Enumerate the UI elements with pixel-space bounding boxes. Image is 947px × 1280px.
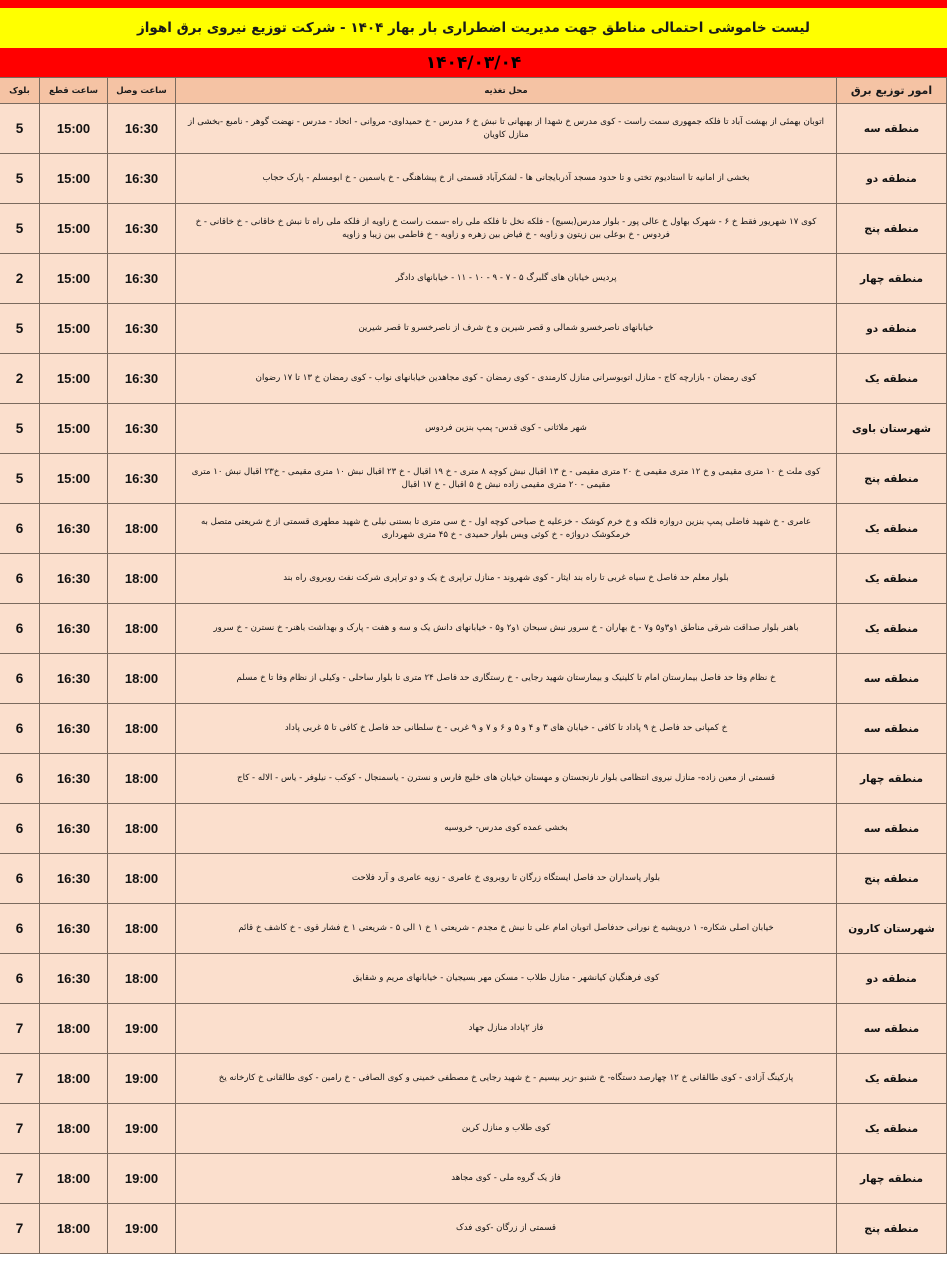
cell-region: منطقه دو xyxy=(837,304,947,354)
cell-on-time: 16:30 xyxy=(108,454,176,504)
cell-block: 6 xyxy=(0,554,40,604)
cell-area: خ نظام وفا حد فاصل بیمارستان امام تا کلینیک و بیمارستان شهید رجایی - خ رستگاری حد فاصل ۲۴ متری تا بلوار ساحلی - وکیلی از نظام وفا تا خ مسلم xyxy=(176,654,837,704)
table-header xyxy=(0,78,947,104)
date-bar xyxy=(0,48,947,77)
cell-block: 5 xyxy=(0,404,40,454)
cell-area: کوی طلاب و منازل کرین xyxy=(176,1104,837,1154)
cell-area: خ کمپانی حد فاصل خ ۹ پاداد تا کافی - خیابان های ۳ و ۴ و ۵ و ۶ و ۷ و ۹ غربی - خ سلطانی حد فاصل خ کافی تا ۵ غربی پاداد xyxy=(176,704,837,754)
cell-block: 5 xyxy=(0,104,40,154)
column-header-region: امور توزیع برق xyxy=(837,78,947,104)
table-row xyxy=(0,654,947,704)
cell-area: پارکینگ آزادی - کوی طالقانی خ ۱۲ چهارصد دستگاه- خ شنبو -زیر بیسیم - خ شهید رجایی خ مصطفی خمینی و کوی الصافی - خ رامین - کوی طالقانی خ کارخانه یخ xyxy=(176,1054,837,1104)
cell-region: منطقه یک xyxy=(837,1104,947,1154)
cell-region: منطقه سه xyxy=(837,804,947,854)
cell-area: بلوار معلم حد فاصل خ سیاه غربی تا راه بند ایثار - کوی شهروند - منازل تراپری خ یک و دو تراپری شرکت نفت روبروی راه بند xyxy=(176,554,837,604)
cell-area: فاز ۲پاداد منازل جهاد xyxy=(176,1004,837,1054)
cell-on-time: 19:00 xyxy=(108,1104,176,1154)
table-row xyxy=(0,804,947,854)
cell-off-time: 16:30 xyxy=(40,854,108,904)
cell-region: شهرستان باوی xyxy=(837,404,947,454)
cell-off-time: 16:30 xyxy=(40,804,108,854)
cell-on-time: 18:00 xyxy=(108,704,176,754)
cell-area: قسمتی از معین زاده- منازل نیروی انتظامی بلوار نارنجستان و مهستان خیابان های خلیج فارس و نسترن - یاسمنجال - کوکب - نیلوفر - یاس - الاله - کاج xyxy=(176,754,837,804)
outage-table xyxy=(0,77,947,1254)
cell-off-time: 18:00 xyxy=(40,1204,108,1254)
cell-off-time: 18:00 xyxy=(40,1104,108,1154)
cell-region: منطقه دو xyxy=(837,154,947,204)
cell-on-time: 18:00 xyxy=(108,604,176,654)
cell-off-time: 16:30 xyxy=(40,504,108,554)
column-header-area: محل تغذیه xyxy=(176,78,837,104)
cell-on-time: 18:00 xyxy=(108,904,176,954)
cell-on-time: 16:30 xyxy=(108,354,176,404)
cell-area: کوی فرهنگیان کیانشهر - منازل طلاب - مسکن مهر بسیجیان - خیابانهای مریم و شقایق xyxy=(176,954,837,1004)
cell-block: 7 xyxy=(0,1154,40,1204)
cell-off-time: 18:00 xyxy=(40,1054,108,1104)
cell-area: پردیس خیابان های گلبرگ ۵ - ۷ - ۹ - ۱۰ - ۱۱ - خیابانهای دادگر xyxy=(176,254,837,304)
table-row xyxy=(0,354,947,404)
cell-area: عامری - خ شهید فاضلی پمپ بنزین دروازه فلکه و خ خرم کوشک - خزعلیه خ صباحی کوچه اول - خ سی متری تا بستنی نیلی خ شهید مطهری قسمتی از خ شریعتی متصل به خرمکوشک درواژه - خ کوثی ویس بلوار حمیدی - خ ۴۵ متری شهرداری xyxy=(176,504,837,554)
cell-block: 6 xyxy=(0,654,40,704)
table-row xyxy=(0,1154,947,1204)
cell-on-time: 18:00 xyxy=(108,504,176,554)
cell-on-time: 19:00 xyxy=(108,1054,176,1104)
cell-block: 5 xyxy=(0,204,40,254)
cell-region: منطقه سه xyxy=(837,654,947,704)
cell-region: شهرستان کارون xyxy=(837,904,947,954)
column-header-on-time: ساعت وصل xyxy=(108,78,176,104)
cell-on-time: 16:30 xyxy=(108,154,176,204)
cell-area: اتوبان بهمئی از بهشت آباد تا فلکه جمهوری سمت راست - کوی مدرس خ شهدا از بهبهانی تا نبش خ ۶ مدرس - خ حمیداوی- مروانی - اتحاد - مدرس - نهضت گوهر - نامبع -بخشی از منازل کاویان xyxy=(176,104,837,154)
title-banner xyxy=(0,8,947,48)
cell-block: 6 xyxy=(0,504,40,554)
cell-area: شهر ملاثانی - کوی قدس- پمپ بنزین فردوس xyxy=(176,404,837,454)
table-row xyxy=(0,1054,947,1104)
cell-region: منطقه یک xyxy=(837,554,947,604)
cell-block: 6 xyxy=(0,954,40,1004)
cell-area: قسمتی از زرگان -کوی فدک xyxy=(176,1204,837,1254)
cell-on-time: 19:00 xyxy=(108,1154,176,1204)
cell-area: فاز یک گروه ملی - کوی مجاهد xyxy=(176,1154,837,1204)
cell-region: منطقه پنج xyxy=(837,454,947,504)
table-row xyxy=(0,904,947,954)
cell-off-time: 16:30 xyxy=(40,554,108,604)
table-row xyxy=(0,704,947,754)
table-row xyxy=(0,504,947,554)
cell-on-time: 16:30 xyxy=(108,304,176,354)
table-row xyxy=(0,1204,947,1254)
cell-on-time: 16:30 xyxy=(108,204,176,254)
cell-off-time: 15:00 xyxy=(40,354,108,404)
table-body xyxy=(0,104,947,1254)
cell-off-time: 16:30 xyxy=(40,754,108,804)
cell-off-time: 16:30 xyxy=(40,604,108,654)
cell-on-time: 16:30 xyxy=(108,404,176,454)
cell-off-time: 18:00 xyxy=(40,1004,108,1054)
cell-block: 7 xyxy=(0,1204,40,1254)
cell-block: 6 xyxy=(0,804,40,854)
cell-region: منطقه چهار xyxy=(837,1154,947,1204)
cell-block: 6 xyxy=(0,904,40,954)
cell-area: خیابان اصلی شکاره- ۱ درویشیه خ نورانی حدفاصل اتوبان امام علی تا نبش خ مجدم - شریعتی ۱ خ ۱ الی ۵ - شریعتی ۱ خ فشار قوی - خ کاشف خ قائم xyxy=(176,904,837,954)
table-row xyxy=(0,254,947,304)
table-row xyxy=(0,954,947,1004)
page-title: لیست خاموشی احتمالی مناطق جهت مدیریت اضطراری بار بهار ۱۴۰۴ - شرکت توزیع نیروی برق اهواز xyxy=(137,19,810,36)
cell-area: بلوار پاسداران حد فاصل ایستگاه زرگان تا روبروی خ عامری - زویه عامری و آرد فلاحت xyxy=(176,854,837,904)
cell-area: کوی ۱۷ شهریور فقط خ ۶ - شهرک بهاول خ عالی پور - بلوار مدرس(بسیج) - فلکه نخل تا فلکه ملی راه -سمت راست خ زاویه از فلکه ملی راه تا نبش خ خاقانی - خ خاقانی - خ فردوس - خ بوعلی بین زیتون و زاویه - خ فیاض بین زهره و زاویه - خ فاطمی بین زیبا و زاویه xyxy=(176,204,837,254)
cell-off-time: 15:00 xyxy=(40,254,108,304)
table-row xyxy=(0,154,947,204)
table-row xyxy=(0,1104,947,1154)
cell-block: 5 xyxy=(0,454,40,504)
table-row xyxy=(0,204,947,254)
table-row xyxy=(0,554,947,604)
cell-off-time: 15:00 xyxy=(40,154,108,204)
cell-block: 2 xyxy=(0,254,40,304)
cell-on-time: 18:00 xyxy=(108,554,176,604)
bottom-padding xyxy=(0,1254,947,1266)
cell-region: منطقه پنج xyxy=(837,1204,947,1254)
cell-region: منطقه دو xyxy=(837,954,947,1004)
cell-region: منطقه سه xyxy=(837,704,947,754)
cell-off-time: 15:00 xyxy=(40,104,108,154)
cell-block: 6 xyxy=(0,854,40,904)
cell-area: کوی رمضان - بازارچه کاج - منازل اتوبوسرانی منازل کارمندی - کوی رمضان - کوی مجاهدین خیابانهای نواب - کوی رمضان خ ۱۳ تا ۱۷ رضوان xyxy=(176,354,837,404)
cell-block: 6 xyxy=(0,704,40,754)
cell-block: 5 xyxy=(0,154,40,204)
cell-area: باهنر بلوار صداقت شرقی مناطق ۱و۳و۵ و۷ - خ بهاران - خ سرور نبش سبحان ۱و۲ و۵ - خیابانهای دانش یک و سه و هفت - پارک و بهداشت باهنر- خ نسترن - خ سرور xyxy=(176,604,837,654)
table-row xyxy=(0,304,947,354)
table-row xyxy=(0,754,947,804)
cell-on-time: 18:00 xyxy=(108,804,176,854)
cell-on-time: 18:00 xyxy=(108,654,176,704)
cell-region: منطقه یک xyxy=(837,504,947,554)
table-row xyxy=(0,454,947,504)
cell-block: 7 xyxy=(0,1004,40,1054)
cell-region: منطقه یک xyxy=(837,1054,947,1104)
cell-block: 5 xyxy=(0,304,40,354)
cell-area: بخشی عمده کوی مدرس- خروسیه xyxy=(176,804,837,854)
cell-off-time: 16:30 xyxy=(40,704,108,754)
cell-region: منطقه پنج xyxy=(837,204,947,254)
cell-off-time: 16:30 xyxy=(40,904,108,954)
cell-block: 6 xyxy=(0,754,40,804)
cell-region: منطقه چهار xyxy=(837,254,947,304)
cell-area: کوی ملت خ ۱۰ متری مقیمی و خ ۱۲ متری مقیمی خ ۲۰ متری مقیمی - خ ۱۳ اقبال نبش کوچه ۸ متری - خ ۱۹ اقبال - خ ۲۳ اقبال نبش ۱۰ متری مقیمی - خ۲۳ اقبال نبش ۱۰ متری مقیمی - ۲۰ متری مقیمی زاده نبش خ ۵ اقبال - خ ۱۷ اقبال xyxy=(176,454,837,504)
cell-on-time: 18:00 xyxy=(108,854,176,904)
cell-region: منطقه سه xyxy=(837,104,947,154)
cell-on-time: 18:00 xyxy=(108,954,176,1004)
cell-block: 6 xyxy=(0,604,40,654)
cell-off-time: 15:00 xyxy=(40,454,108,504)
cell-region: منطقه یک xyxy=(837,354,947,404)
cell-off-time: 18:00 xyxy=(40,1154,108,1204)
cell-region: منطقه سه xyxy=(837,1004,947,1054)
cell-area: خیابانهای ناصرخسرو شمالی و قصر شیرین و خ شرف از ناصرخسرو تا قصر شیرین xyxy=(176,304,837,354)
cell-off-time: 15:00 xyxy=(40,304,108,354)
cell-on-time: 16:30 xyxy=(108,104,176,154)
table-row xyxy=(0,854,947,904)
cell-on-time: 18:00 xyxy=(108,754,176,804)
schedule-date: ۱۴۰۴/۰۳/۰۴ xyxy=(425,52,522,73)
table-row xyxy=(0,404,947,454)
top-red-strip xyxy=(0,0,947,8)
header-row xyxy=(0,78,947,104)
cell-block: 7 xyxy=(0,1054,40,1104)
cell-off-time: 15:00 xyxy=(40,204,108,254)
cell-on-time: 16:30 xyxy=(108,254,176,304)
cell-region: منطقه پنج xyxy=(837,854,947,904)
column-header-block: بلوک xyxy=(0,78,40,104)
table-row xyxy=(0,604,947,654)
cell-area: بخشی از امانیه تا استادیوم تختی و تا حدود مسجد آذربایجانی ها - لشکرآباد قسمتی از خ پیشاهنگی - خ یاسمین - خ ابومسلم - پارک حجاب xyxy=(176,154,837,204)
cell-region: منطقه چهار xyxy=(837,754,947,804)
cell-block: 7 xyxy=(0,1104,40,1154)
column-header-off-time: ساعت قطع xyxy=(40,78,108,104)
table-row xyxy=(0,104,947,154)
cell-on-time: 19:00 xyxy=(108,1204,176,1254)
cell-block: 2 xyxy=(0,354,40,404)
cell-off-time: 15:00 xyxy=(40,404,108,454)
cell-on-time: 19:00 xyxy=(108,1004,176,1054)
cell-region: منطقه یک xyxy=(837,604,947,654)
cell-off-time: 16:30 xyxy=(40,954,108,1004)
table-row xyxy=(0,1004,947,1054)
cell-off-time: 16:30 xyxy=(40,654,108,704)
